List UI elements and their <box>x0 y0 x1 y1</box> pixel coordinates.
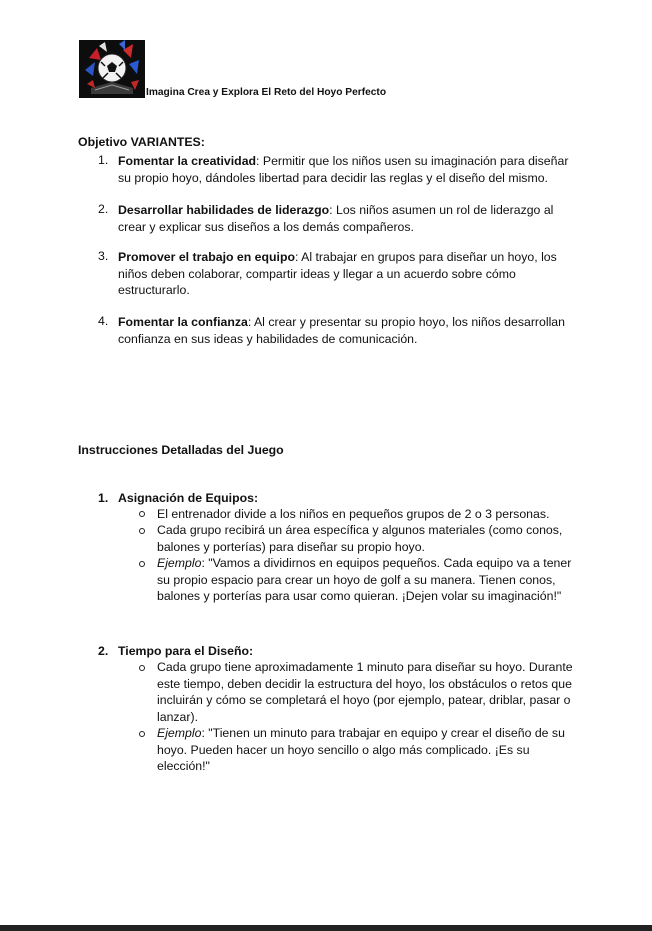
list-number: 4. <box>98 314 109 328</box>
list-number: 3. <box>98 249 109 263</box>
bottom-edge-bar <box>0 925 652 931</box>
objective-title: Fomentar la confianza <box>118 315 248 329</box>
objective-text <box>118 314 578 347</box>
bullet-text <box>157 555 577 605</box>
example-label: Ejemplo <box>157 556 202 570</box>
section-number: 1. <box>98 491 109 505</box>
bullet-text: El entrenador divide a los niños en pequeños grupos de 2 o 3 personas. <box>157 507 550 521</box>
example-text: : "Vamos a dividirnos en equipos pequeños. Cada equipo va a tener su propio espacio para crear un hoyo de golf a su manera. Tienen conos, balones y porterías para usar como quieran. ¡Dejen volar su imaginación!" <box>157 556 572 603</box>
section-title: Asignación de Equipos: <box>118 491 259 505</box>
document-title: Imagina Crea y Explora El Reto del Hoyo Perfecto <box>146 87 387 98</box>
bullet-text <box>157 725 577 775</box>
bullet-icon <box>139 731 145 737</box>
objective-title: Desarrollar habilidades de liderazgo <box>118 203 330 217</box>
bullet-icon <box>139 665 145 671</box>
section-title: Tiempo para el Diseño: <box>118 644 254 658</box>
example-label: Ejemplo <box>157 726 202 740</box>
objectives-heading: Objetivo VARIANTES: <box>78 135 205 149</box>
bullet-text: Cada grupo tiene aproximadamente 1 minuto para diseñar su hoyo. Durante este tiempo, deben decidir la estructura del hoyo, los obstáculos o retos que incluirán y cómo se completará el hoyo (por ejemplo, patear, driblar, pasar o lanzar). <box>157 660 573 724</box>
example-text: : "Tienen un minuto para trabajar en equipo y crear el diseño de su hoyo. Pueden hacer un hoyo sencillo o algo más complicado. ¡Es su elección!" <box>157 726 565 773</box>
objective-text <box>118 249 578 299</box>
objective-title: Fomentar la creatividad <box>118 154 257 168</box>
bullet-text: Cada grupo recibirá un área específica y algunos materiales (como conos, balones y porterías) para diseñar su propio hoyo. <box>157 523 563 554</box>
objective-description: : Al trabajar en grupos para diseñar un hoyo, los niños deben colaborar, compartir ideas y llegar a un acuerdo sobre cómo estructurarlo. <box>118 250 557 297</box>
bullet-icon <box>139 561 145 567</box>
objective-description: : Permitir que los niños usen su imaginación para diseñar su propio hoyo, dándoles libertad para decidir las reglas y el diseño del mismo. <box>118 154 569 185</box>
objective-description: : Al crear y presentar su propio hoyo, los niños desarrollan confianza en sus ideas y habilidades de comunicación. <box>118 315 565 346</box>
bullet-icon <box>139 511 145 517</box>
list-number: 2. <box>98 202 109 216</box>
objective-title: Promover el trabajo en equipo <box>118 250 295 264</box>
list-number: 1. <box>98 153 109 167</box>
objective-text <box>118 202 578 235</box>
objective-text <box>118 153 578 186</box>
objective-description: : Los niños asumen un rol de liderazgo al crear y explicar sus diseños a los demás compañeros. <box>118 203 554 234</box>
section-number: 2. <box>98 644 109 658</box>
soccer-ball-logo-icon <box>79 40 145 98</box>
bullet-icon <box>139 528 145 534</box>
instructions-heading: Instrucciones Detalladas del Juego <box>78 443 284 457</box>
